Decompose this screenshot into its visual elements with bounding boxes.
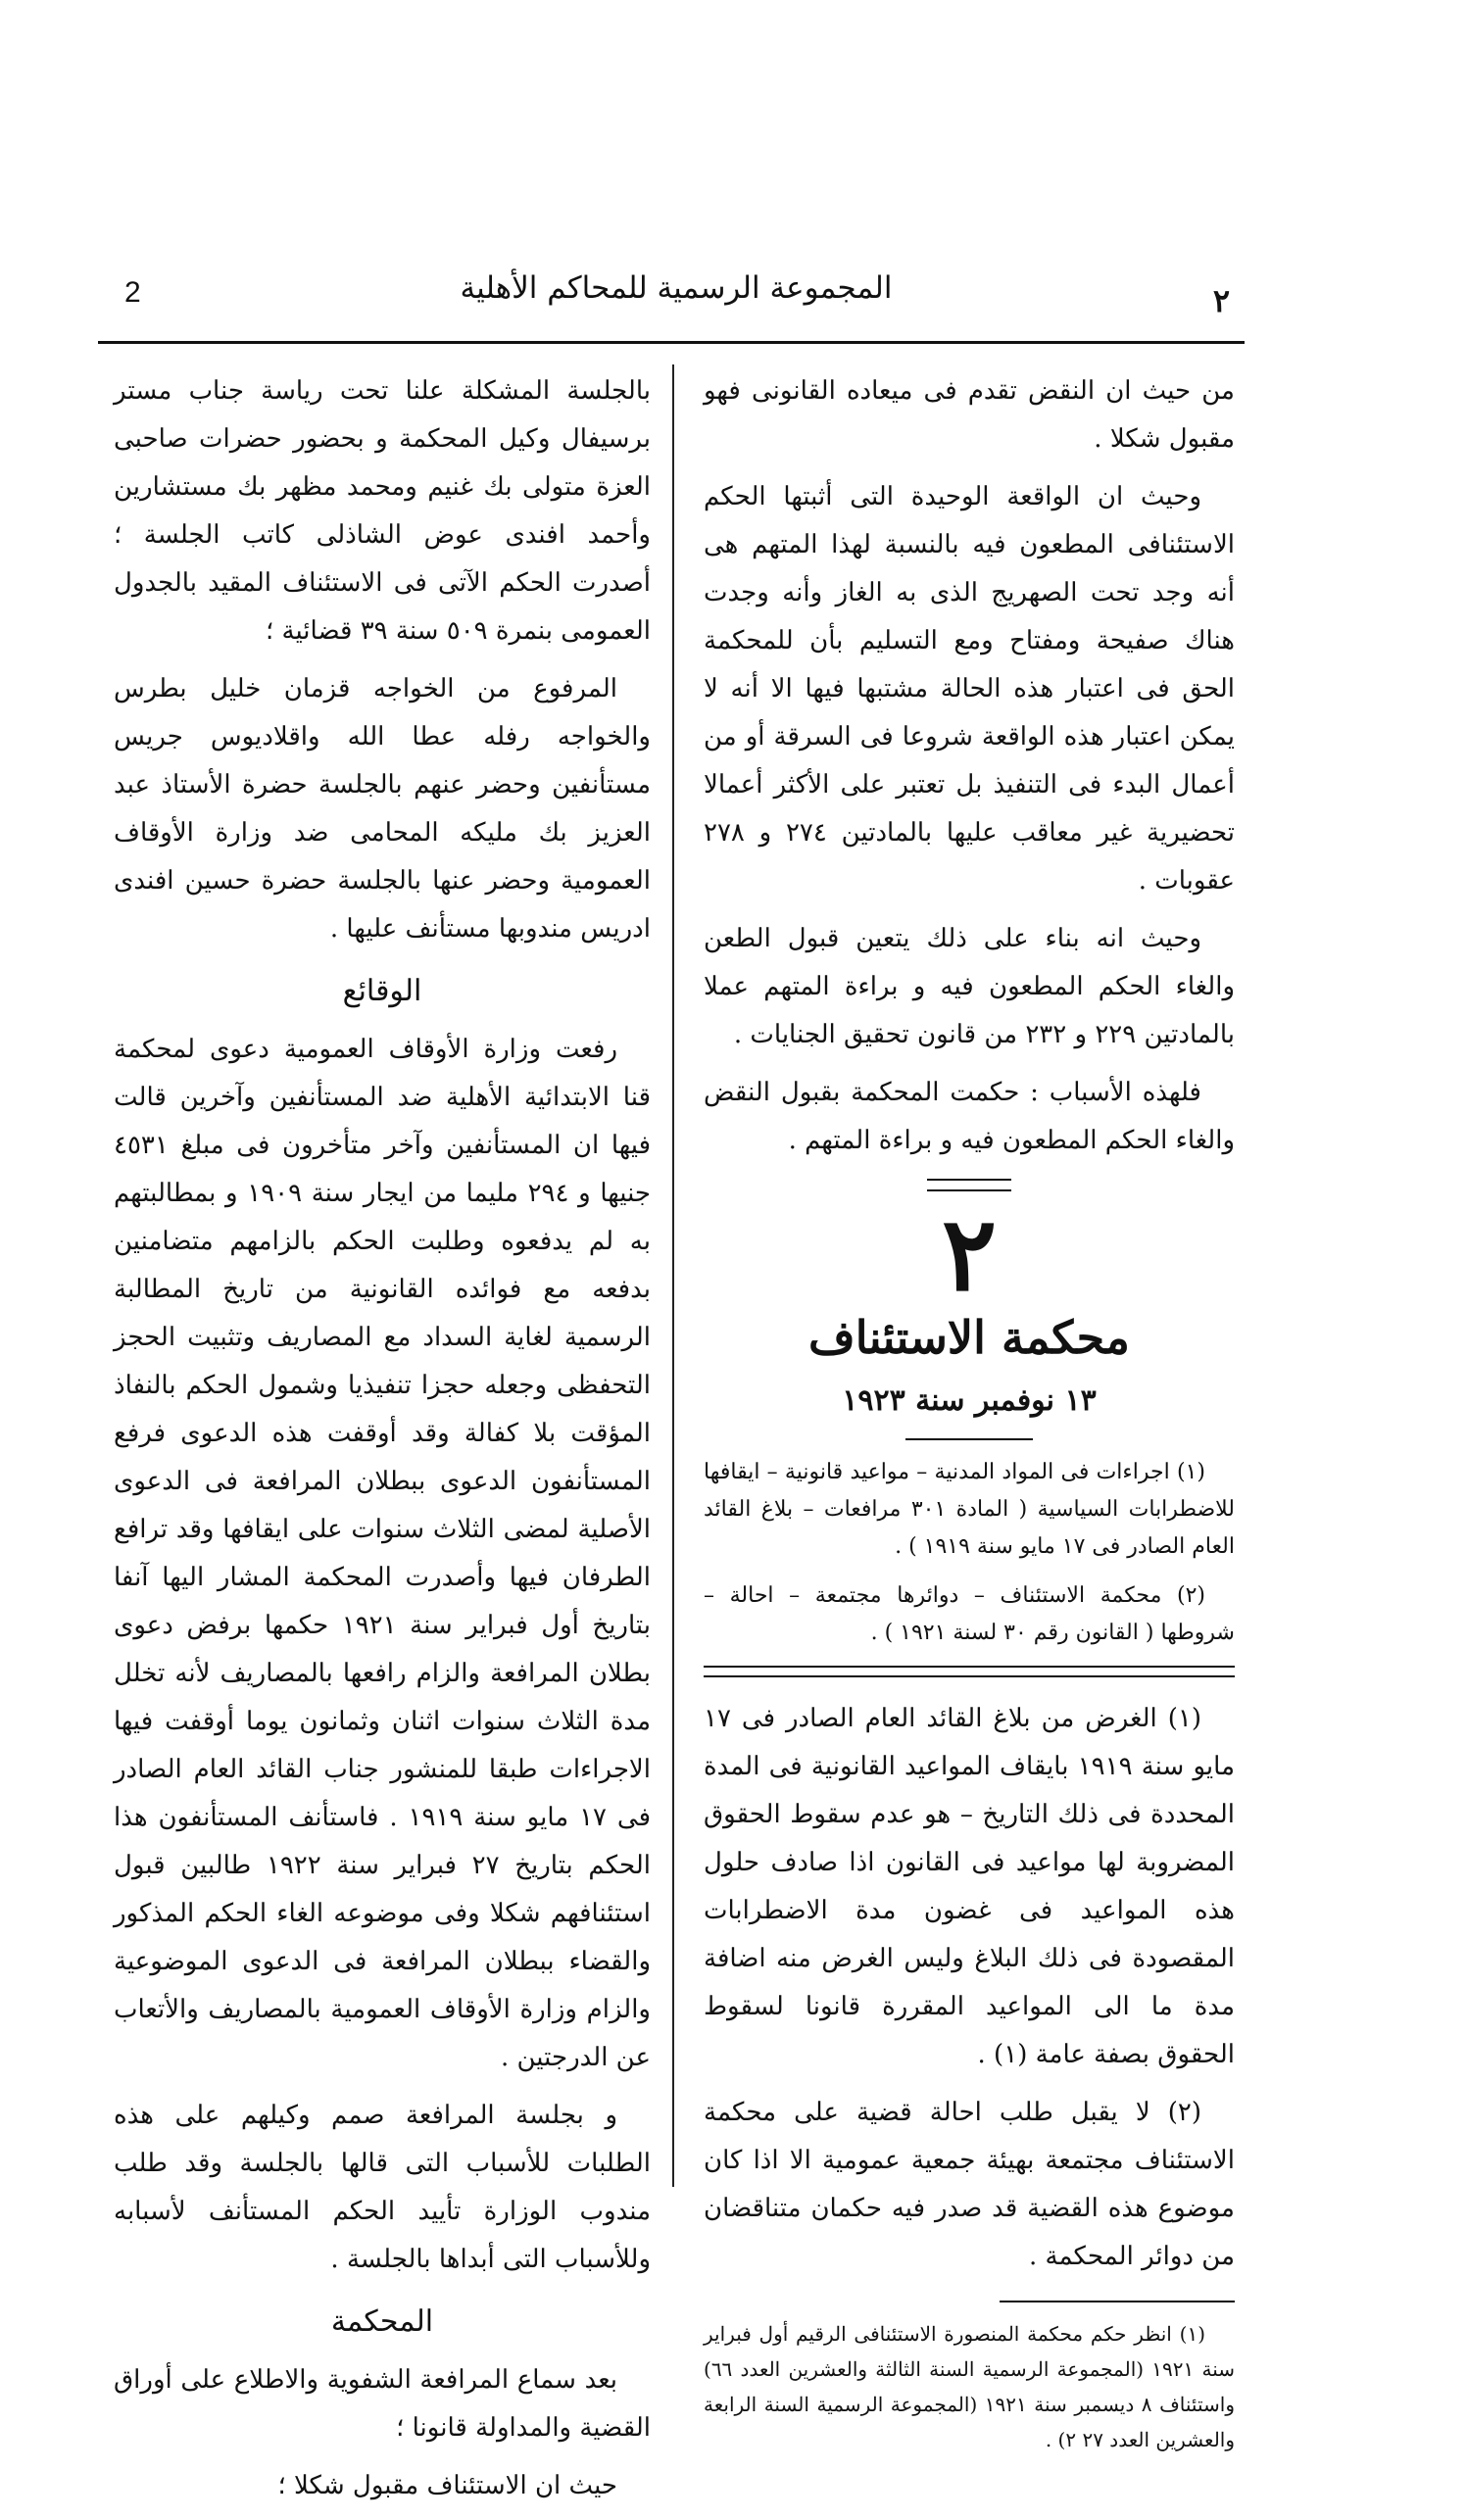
legal-principle: (٢) لا يقبل طلب احالة قضية على محكمة الاستئناف مجتمعة بهيئة جمعية عمومية الا اذا كان موضوع هذه القضية قد صدر فيه حكمان متناقضان من دوائر المحكمة . — [704, 2098, 1235, 2271]
paragraph: وحيث ان الواقعة الوحيدة التى أثبتها الحكم الاستئنافى المطعون فيه بالنسبة لهذا المتهم هى أنه وجد تحت الصهريج الذى به الغاز وأنه وجدت هناك صفيحة ومفتاح ومع التسليم بأن للمحكمة الحق فى اعتبار هذه الحالة مشتبها فيها الا أنه لا يمكن اعتبار هذه الواقعة شروعا فى السرقة أو من أعمال البدء فى التنفيذ بل تعتبر على الأكثر أعمالا تحضيرية غير معاقب عليها بالمادتين ٢٧٤ و ٢٧٨ عقوبات . — [704, 482, 1235, 896]
page-number-arabic: ٢ — [1212, 282, 1230, 319]
paragraph: وحيث انه بناء على ذلك يتعين قبول الطعن والغاء الحكم المطعون فيه و براءة المتهم عملا بالمادتين ٢٢٩ و ٢٣٢ من قانون تحقيق الجنايات . — [704, 924, 1235, 1049]
paragraph: فلهذه الأسباب : حكمت المحكمة بقبول النقض والغاء الحكم المطعون فيه و براءة المتهم . — [704, 1078, 1235, 1155]
case-number: ٢ — [942, 1193, 997, 1314]
right-column — [704, 367, 1235, 2467]
page-number-latin: 2 — [124, 276, 141, 309]
paragraph: رفعت وزارة الأوقاف العمومية دعوى لمحكمة قنا الابتدائية الأهلية ضد المستأنفين وآخرين قالت فيها ان المستأنفين وآخر متأخرون فى مبلغ ٤٥٣١ جنيها و ٢٩٤ مليما من ايجار سنة ١٩٠٩ و بمطالبتهم به لم يدفعوه وطلبت الحكم بالزامهم متضامنين بدفعه مع فوائده القانونية من تاريخ المطالبة الرسمية لغاية السداد مع المصاريف وتثبيت الحجز التحفظى وجعله حجزا تنفيذيا وشمول الحكم بالنفاذ المؤقت بلا كفالة وقد أوقفت هذه الدعوى فرفع المستأنفون الدعوى ببطلان المرافعة فى الدعوى الأصلية لمضى الثلاث سنوات على ايقافها وقد ترافع الطرفان فيها وأصدرت المحكمة المشار اليها آنفا بتاريخ أول فبراير سنة ١٩٢١ حكمها برفض دعوى بطلان المرافعة والزام رافعها بالمصاريف لأنه تخلل مدة الثلاث سنوات اثنان وثمانون يوما أوقفت فيها الاجراءات طبقا للمنشور جناب القائد العام الصادر فى ١٧ مايو سنة ١٩١٩ . فاستأنف المستأنفون هذا الحكم بتاريخ ٢٧ فبراير سنة ١٩٢٢ طالبين قبول استئنافهم شكلا وفى موضوعه الغاء الحكم المذكور والقضاء ببطلان المرافعة فى الدعوى الموضوعية والزام وزارة الأوقاف العمومية بالمصاريف والأتعاب عن الدرجتين . — [114, 1035, 651, 2072]
date-rule — [905, 1438, 1033, 1440]
summary-rule — [704, 1666, 1235, 1677]
running-title: المجموعة الرسمية للمحاكم الأهلية — [460, 270, 893, 306]
footnote-rule — [1000, 2301, 1235, 2302]
paragraph: المرفوع من الخواجه قزمان خليل بطرس والخواجه رفله عطا الله واقلاديوس جريس مستأنفين وحضر عنهم بالجلسة حضرة الأستاذ عبد العزيز بك مليكه المحامى ضد وزارة الأوقاف العمومية وحضر عنها بالجلسة حضرة حسين افندى ادريس مندوبها مستأنف عليها . — [114, 674, 651, 944]
left-column — [114, 367, 651, 2520]
paragraph: حيث ان الاستئناف مقبول شكلا ؛ — [277, 2471, 617, 2500]
court-heading: المحكمة — [330, 2304, 434, 2339]
paragraph: بالجلسة المشكلة علنا تحت رياسة جناب مستر برسيفال وكيل المحكمة و بحضور حضرات صاحبى العزة متولى بك غنيم ومحمد مظهر بك مستشارين وأحمد افندى عوض الشاذلى كاتب الجلسة ؛ أصدرت الحكم الآتى فى الاستئناف المقيد بالجدول العمومى بنمرة ٥٠٩ سنة ٣٩ قضائية ؛ — [114, 376, 651, 646]
paragraph: و بجلسة المرافعة صمم وكيلهم على هذه الطلبات للأسباب التى قالها بالجلسة وقد طلب مندوب الوزارة تأييد الحكم المستأنف لأسبابه وللأسباب التى أبداها بالجلسة . — [114, 2101, 651, 2274]
column-divider — [672, 364, 674, 2187]
section-rule — [927, 1179, 1011, 1191]
legal-principle: (١) الغرض من بلاغ القائد العام الصادر فى ١٧ مايو سنة ١٩١٩ بايقاف المواعيد القانونية فى المدة المحددة فى ذلك التاريخ – هو عدم سقوط الحقوق المضروبة لها مواعيد فى القانون اذا صادف حلول هذه المواعيد فى غضون مدة الاضطرابات المقصودة فى ذلك البلاغ وليس الغرض منه اضافة مدة ما الى المواعيد المقررة قانونا لسقوط الحقوق بصفة عامة (١) . — [704, 1704, 1235, 2069]
case-date: ١٣ نوفمبر سنة ١٩٢٣ — [842, 1383, 1097, 1418]
header-rule — [98, 341, 1245, 344]
paragraph: بعد سماع المرافعة الشفوية والاطلاع على أوراق القضية والمداولة قانونا ؛ — [114, 2365, 651, 2443]
case-summary: (٢) محكمة الاستئناف – دوائرها مجتمعة – احالة – شروطها ( القانون رقم ٣٠ لسنة ١٩٢١ ) . — [704, 1583, 1235, 1645]
paragraph: من حيث ان النقض تقدم فى ميعاده القانونى فهو مقبول شكلا . — [704, 376, 1235, 454]
court-name: محكمة الاستئناف — [808, 1311, 1130, 1364]
page-header — [113, 257, 1240, 319]
footnote: (١) انظر حكم محكمة المنصورة الاستئنافى الرقيم أول فبراير سنة ١٩٢١ (المجموعة الرسمية السنة الثالثة والعشرين العدد ٦٦) واستئناف ٨ ديسمبر سنة ١٩٢١ (المجموعة الرسمية السنة الرابعة والعشرين العدد ٢٧ ٢) . — [704, 2322, 1236, 2451]
case-summary: (١) اجراءات فى المواد المدنية – مواعيد قانونية – ايقافها للاضطرابات السياسية ( المادة ٣٠١ مرافعات – بلاغ القائد العام الصادر فى ١٧ مايو سنة ١٩١٩ ) . — [704, 1460, 1235, 1559]
facts-heading: الوقائع — [342, 974, 422, 1008]
